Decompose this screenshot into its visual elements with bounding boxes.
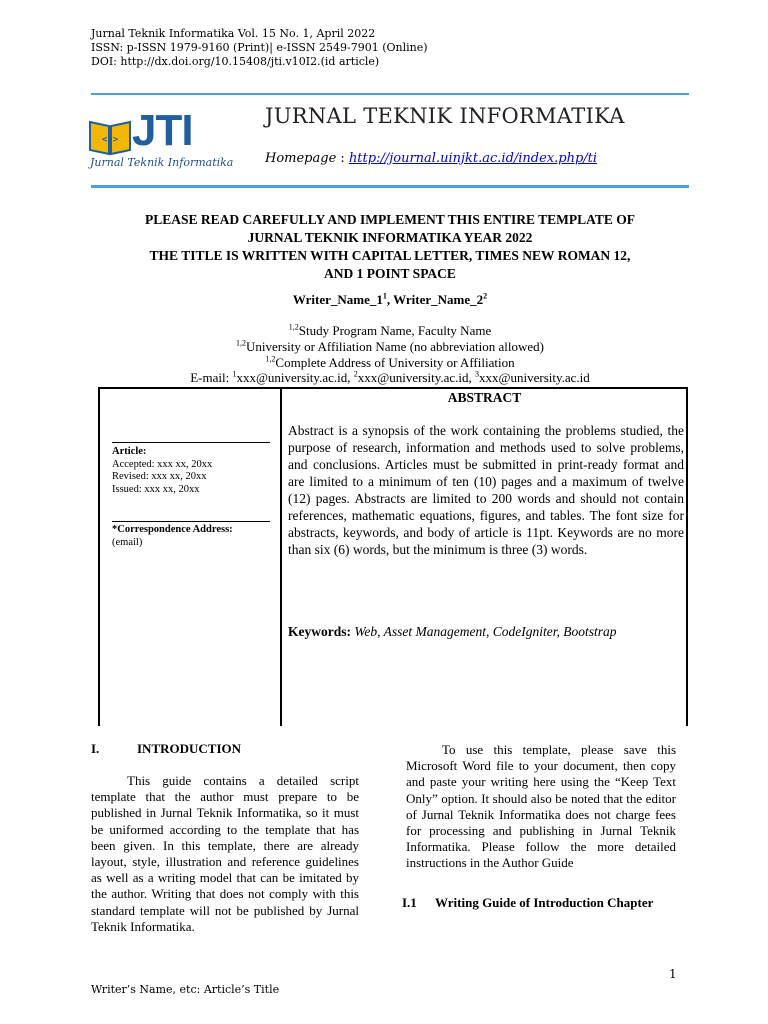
box-border-right	[686, 387, 688, 726]
keywords-value: Web, Asset Management, CodeIgniter, Bootstrap	[354, 624, 617, 639]
article-rule-1	[112, 442, 270, 443]
intro-paragraph-1: This guide contains a detailed script template that the author must prepare to be published in Jurnal Teknik Informatika, so it must be uniformed according to the template that has been given. In this template, there are already layout, style, illustration and reference guidelines as well as a writing model that can be imitated by the author. Writing that does not comply with this standard template will not be published by Jurnal Teknik Informatika.	[91, 773, 359, 934]
article-heading: Article:	[112, 446, 147, 457]
title-line-2: JURNAL TEKNIK INFORMATIKA YEAR 2022	[247, 230, 533, 245]
box-border-left	[98, 387, 100, 726]
section-1-number: I.	[91, 741, 100, 756]
abstract-heading: ABSTRACT	[447, 390, 522, 405]
title-line-1: PLEASE READ CAREFULLY AND IMPLEMENT THIS ENTIRE TEMPLATE OF	[144, 212, 636, 227]
code-symbol: </>	[101, 135, 119, 145]
logo-subtitle: Jurnal Teknik Informatika	[90, 156, 234, 169]
affiliation-university: $^{1,2}$University or Affiliation Name (no abbreviation allowed)	[236, 338, 544, 354]
authors-line: $Writer\_Name\_1^1$, $Writer\_Name\_2^2$	[292, 291, 488, 307]
jti-logo	[88, 106, 234, 174]
revised-date: Revised: xxx xx, 20xx	[112, 471, 207, 482]
writer-1: Writer_Name_1	[292, 292, 383, 307]
email-2: xxx@university.ac.id,	[357, 370, 476, 385]
section-1-title: INTRODUCTION	[137, 741, 242, 756]
abstract-box	[98, 387, 688, 726]
article-title	[91, 211, 689, 283]
affiliation-program: $^{1,2}$Study Program Name, Faculty Name	[288, 322, 492, 338]
affiliation-address: $^{1,2}$Complete Address of University or Affiliation	[265, 354, 515, 370]
email-1: xxx@university.ac.id,	[236, 370, 354, 385]
homepage-line	[265, 151, 597, 166]
doi-line: DOI: http://dx.doi.org/10.15408/jti.v10I2.(id article)	[91, 55, 380, 68]
keywords-label: Keywords:	[288, 624, 351, 639]
issued-date: Issued: xxx xx, 20xx	[112, 484, 200, 495]
journal-name: JURNAL TEKNIK INFORMATIKA	[265, 104, 625, 128]
subsection-title: Writing Guide of Introduction Chapter	[435, 895, 654, 910]
open-book-icon	[88, 114, 132, 156]
box-divider	[280, 387, 282, 726]
keywords-line	[288, 624, 684, 640]
box-border-top	[98, 387, 688, 389]
title-line-4: AND 1 POINT SPACE	[324, 266, 456, 281]
logo-text: JTI	[132, 106, 193, 155]
subsection-number: I.1	[402, 895, 417, 910]
running-title: Writer’s Name, etc: Article’s Title	[91, 983, 280, 996]
email-line: E-mail: $^1$xxx@university.ac.id, $^2$xxx@university.ac.id, $^3$xxx@university.ac.id	[190, 369, 590, 385]
journal-volume-line: Jurnal Teknik Informatika Vol. 15 No. 1, April 2022	[91, 27, 376, 40]
writer-2: Writer_Name_2	[393, 292, 484, 307]
homepage-separator: :	[336, 151, 349, 166]
article-rule-2	[112, 521, 270, 522]
title-line-3: THE TITLE IS WRITTEN WITH CAPITAL LETTER, TIMES NEW ROMAN 12,	[149, 248, 631, 263]
intro-paragraph-2: To use this template, please save this Microsoft Word file to your document, then copy and paste your writing here using the “Keep Text Only” option. It should also be noted that the editor of Jurnal Teknik Informatika does not charge fees for processing and publishing in Jurnal Teknik Informatika. Please follow the more detailed instructions in the Author Guide	[406, 742, 676, 871]
email-3: xxx@university.ac.id	[479, 370, 590, 385]
issn-line: ISSN: p-ISSN 1979-9160 (Print)| e-ISSN 2549-7901 (Online)	[91, 41, 428, 54]
homepage-link[interactable]: http://journal.uinjkt.ac.id/index.php/ti	[348, 151, 598, 166]
page-number: 1	[669, 967, 677, 981]
homepage-label: Homepage	[265, 151, 337, 166]
correspondence-heading: *Correspondence Address:	[112, 524, 233, 535]
header-rule-bottom	[91, 185, 689, 188]
correspondence-email: (email)	[112, 537, 143, 548]
accepted-date: Accepted: xxx xx, 20xx	[112, 459, 213, 470]
abstract-text: Abstract is a synopsis of the work containing the problems studied, the purpose of research, information and methods used to solve problems, and conclusions. Articles must be submitted in print-ready format and are limited to a minimum of ten (10) pages and a maximum of twelve (12) pages. Abstracts are limited to 200 words and should not contain references, mathematic equations, figures, and tables. The font size for abstracts, keywords, and body of article is 11pt. Keywords are no more than six (6) words, but the minimum is three (3) words.	[288, 423, 684, 557]
header-rule-top	[91, 93, 689, 95]
